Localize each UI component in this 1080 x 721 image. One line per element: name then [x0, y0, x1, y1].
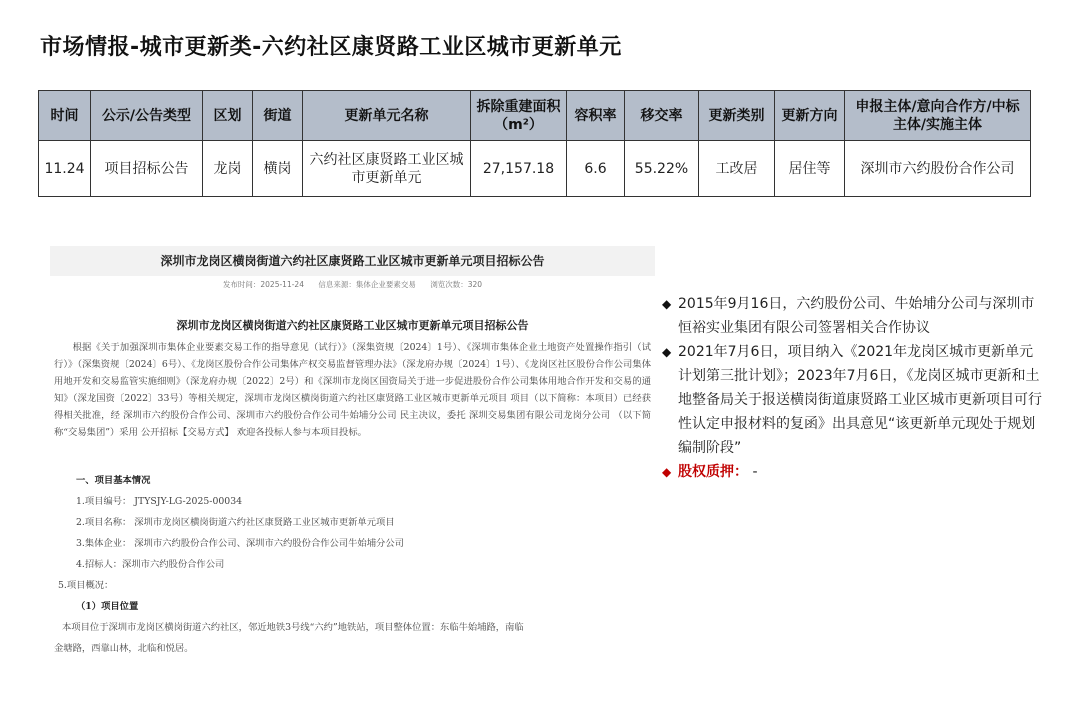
note-text: 2021年7月6日，项目纳入《2021年龙岗区城市更新单元计划第三批计划》；2023年7月6日，《龙岗区城市更新和土地整备局关于报送横岗街道康贤路工业区城市更新项目可行性认定申报材料的复函》出具意见“该更新单元现处于规划编制阶段”: [678, 344, 1042, 456]
cell-notice-type: 项目招标公告: [91, 141, 203, 197]
project-info-table: [38, 90, 1031, 197]
page-title: 市场情报-城市更新类-六约社区康贤路工业区城市更新单元: [40, 35, 622, 60]
cell-street: 横岗: [253, 141, 303, 197]
location-text-line-2: 金塘路，西靠山林，北临和悦居。: [54, 643, 194, 654]
notice-body: [54, 339, 651, 441]
table-row: [39, 141, 1031, 197]
list-item: 3.集体企业： 深圳市六约股份合作公司、深圳市六约股份合作公司牛始埔分公司: [76, 538, 404, 549]
header-demolition-area: 拆除重建面积（m²）: [471, 91, 567, 141]
note-item: [662, 292, 1042, 340]
table-header-row: [39, 91, 1031, 141]
header-unit-name: 更新单元名称: [303, 91, 471, 141]
cell-time: 11.24: [39, 141, 91, 197]
notice-body-paragraph: 根据《关于加强深圳市集体企业要素交易工作的指导意见（试行）》（深集资规〔2024〕1号）、《深圳市集体企业土地资产处置操作指引（试行）》（深集资规〔2024〕6号）、《龙岗区股份合作公司集体产权交易监督管理办法》（深龙府办规〔2024〕1号）、《龙岗区社区股份合作公司集体用地开发和交易监管实施细则》（深龙府办规〔2022〕2号）和《深圳市龙岗区国资局关于进一步促进股份合作公司集体用地合作开发和交易的通知》（深龙国资〔2022〕33号）等相关规定，深圳市龙岗区横岗街道六约社区康贤路工业区城市更新单元项目 项目（以下简称：本项目）已经获得相关批准，经 深圳市六约股份合作公司、深圳市六约股份合作公司牛始埔分公司 民主决议，委托 深圳交易集团有限公司龙岗分公司 （以下简称“交易集团”）采用 公开招标【交易方式】 欢迎各投标人参与本项目投标。: [54, 342, 651, 438]
location-heading: （1）项目位置: [76, 601, 139, 612]
header-subject: 申报主体/意向合作方/中标主体/实施主体: [845, 91, 1031, 141]
notice-header-title: 深圳市龙岗区横岗街道六约社区康贤路工业区城市更新单元项目招标公告: [50, 246, 655, 276]
header-update-category: 更新类别: [699, 91, 775, 141]
cell-transfer-rate: 55.22%: [625, 141, 699, 197]
notice-subtitle: 深圳市龙岗区横岗街道六约社区康贤路工业区城市更新单元项目招标公告: [176, 319, 529, 332]
cell-unit-name: 六约社区康贤路工业区城市更新单元: [303, 141, 471, 197]
location-text-line-1: 本项目位于深圳市龙岗区横岗街道六约社区，邻近地铁3号线“六约”地铁站，项目整体位置：东临牛始埔路，南临: [62, 622, 524, 633]
cell-subject: 深圳市六约股份合作公司: [845, 141, 1031, 197]
equity-pledge-value: -: [752, 464, 758, 480]
note-item: [662, 340, 1042, 460]
diamond-bullet-icon: ◆: [662, 465, 672, 479]
cell-update-category: 工改居: [699, 141, 775, 197]
cell-plot-ratio: 6.6: [567, 141, 625, 197]
notice-publish-time: 发布时间：2025-11-24: [222, 280, 304, 289]
note-text: 2015年9月16日，六约股份公司、牛始埔分公司与深圳市恒裕实业集团有限公司签署相关合作协议: [678, 296, 1035, 336]
notice-views: 浏览次数：320: [430, 280, 483, 289]
diamond-bullet-icon: ◆: [662, 297, 672, 311]
header-plot-ratio: 容积率: [567, 91, 625, 141]
diamond-bullet-icon: ◆: [662, 345, 672, 359]
tender-notice-screenshot: [50, 242, 655, 662]
list-item: 2.项目名称： 深圳市龙岗区横岗街道六约社区康贤路工业区城市更新单元项目: [76, 517, 395, 528]
cell-demolition-area: 27,157.18: [471, 141, 567, 197]
note-item-equity-pledge: [662, 460, 1042, 484]
header-district: 区划: [203, 91, 253, 141]
list-item: 1.项目编号： JTYSJY-LG-2025-00034: [76, 496, 243, 507]
notice-meta: [50, 279, 655, 290]
header-time: 时间: [39, 91, 91, 141]
header-update-direction: 更新方向: [775, 91, 845, 141]
header-street: 街道: [253, 91, 303, 141]
cell-district: 龙岗: [203, 141, 253, 197]
equity-pledge-label: 股权质押：: [678, 464, 748, 480]
list-item: 4.招标人：深圳市六约股份合作公司: [76, 559, 225, 570]
notice-source: 信息来源：集体企业要素交易: [318, 280, 416, 289]
project-notes: [662, 292, 1042, 484]
header-notice-type: 公示/公告类型: [91, 91, 203, 141]
list-item: 5.项目概况：: [58, 580, 114, 591]
header-transfer-rate: 移交率: [625, 91, 699, 141]
cell-update-direction: 居住等: [775, 141, 845, 197]
section-heading: 一、项目基本情况: [76, 475, 151, 486]
